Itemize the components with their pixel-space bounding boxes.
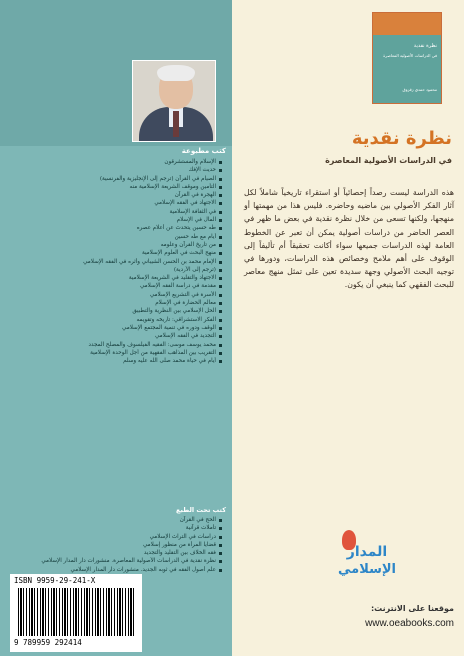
list-item: تأملات قرآنية (10, 524, 222, 532)
list-item: الوقف ودوره في تنمية المجتمع الإسلامي (10, 324, 222, 332)
author-photo (132, 60, 216, 142)
thumbnail-author: محمود حمدي زقزوق (402, 87, 437, 92)
list-item: الاجتهاد والتقليد في الشريعة الإسلامية (10, 274, 222, 282)
list-item: الإمام محمد بن الحسن الشيباني وأثره في الفقه الإسلامي (10, 258, 222, 266)
list-item: الاجتهاد في الفقه الإسلامي (10, 199, 222, 207)
book-title: نظرة نقدية (351, 128, 452, 149)
list-item: الفكر الاستشراقي: تاريخه وتقويمه (10, 316, 222, 324)
website-label: موقعنا على الانترنت: (370, 604, 454, 613)
list-item: حديث الإفك (10, 166, 222, 174)
list-item: التقريب بين المذاهب الفقهية من أجل الوحدة الإسلامية (10, 349, 222, 357)
list-item: قضايا المرأة من منظور إسلامي (10, 541, 222, 549)
list-item: الأسرة في التشريع الإسلامي (10, 291, 222, 299)
book-blurb: هذه الدراسة ليست رصداً إحصائياً أو استقراء تاريخياً شاملاً لكل آثار الفكر الأصولي بين ماضيه وحاضره. فليس هذا من مهمتها أو منهجها، ولكنها تسعى من خلال نظرة نقدية في بعض ما ظهر في العصر الحاضر من دراسات أصولية يمكن أن تعبر عن الخطوط العامة لهذه الدراسات جميعها سواء أكانت تحقيقاً أم تأليفاً إلى الوقوف على أهم ملامح وخصائص هذه الدراسات، ودورها في توجيه البحث الأصولي وجهة سديدة تعين على تمثل منهج معاصر للبحث الفقهي كما ينبغي أن يكون. (244, 188, 454, 290)
logo-line-1: المدار (346, 544, 388, 560)
list-item: الإسلام والمستشرقون (10, 158, 222, 166)
in-press-heading: كتب تحت الطبع (176, 506, 226, 514)
list-item: المال في الإسلام (10, 216, 222, 224)
list-item: أيام مع طه حسين (10, 233, 222, 241)
list-item: نظرة نقدية في الدراسات الأصولية المعاصرة. منشورات دار المدار الإسلامي (10, 557, 222, 565)
list-item: معالم الحضارة في الإسلام (10, 299, 222, 307)
barcode-bars (18, 588, 134, 636)
list-item: في الثقافة الإسلامية (10, 208, 222, 216)
website-url[interactable]: www.oeabooks.com (365, 618, 454, 629)
list-item: الصيام في القرآن (ترجم إلى الإنجليزية والفرنسية) (10, 175, 222, 183)
list-item: علم أصول الفقه في ثوبه الجديد. منشورات دار المدار الإسلامي (10, 566, 222, 574)
list-item: أيام في حياة محمد صلى الله عليه وسلم (10, 357, 222, 365)
published-books-heading: كتب مطبوعة (181, 147, 226, 155)
back-cover-right-panel (232, 0, 464, 656)
list-item: مقدمة في دراسة الفقه الإسلامي (10, 282, 222, 290)
barcode-box (10, 574, 142, 652)
thumbnail-title: نظرة نقدية (413, 43, 437, 49)
in-press-books-list (10, 516, 222, 574)
list-item: من تاريخ القرآن وعلومه (10, 241, 222, 249)
publisher-logo (332, 530, 402, 586)
logo-line-2: الإسلامي (338, 562, 396, 577)
published-books-list (10, 158, 222, 365)
list-item: فقه الخلاف بين التقليد والتجديد (10, 549, 222, 557)
list-item: الحج في القرآن (10, 516, 222, 524)
list-item: الحل الإسلامي بين النظرية والتطبيق (10, 307, 222, 315)
cover-thumbnail (372, 12, 442, 104)
list-item: التأمين وموقف الشريعة الإسلامية منه (10, 183, 222, 191)
list-item: (ترجم إلى الأردية) (10, 266, 222, 274)
book-subtitle: في الدراسات الأصولية المعاصرة (325, 156, 452, 165)
list-item: محمد يوسف موسى: الفقيه الفيلسوف والمصلح المجدد (10, 341, 222, 349)
list-item: دراسات في التراث الإسلامي (10, 533, 222, 541)
list-item: التجديد في الفقه الإسلامي (10, 332, 222, 340)
list-item: طه حسين يتحدث عن أعلام عصره (10, 224, 222, 232)
isbn-text: ISBN 9959-29-241-X (14, 576, 96, 585)
thumbnail-subtitle: في الدراسات الأصولية المعاصرة (383, 53, 437, 58)
list-item: الهجرة في القرآن (10, 191, 222, 199)
barcode-number: 9 789959 292414 (14, 638, 82, 647)
list-item: منهج البحث في العلوم الإسلامية (10, 249, 222, 257)
